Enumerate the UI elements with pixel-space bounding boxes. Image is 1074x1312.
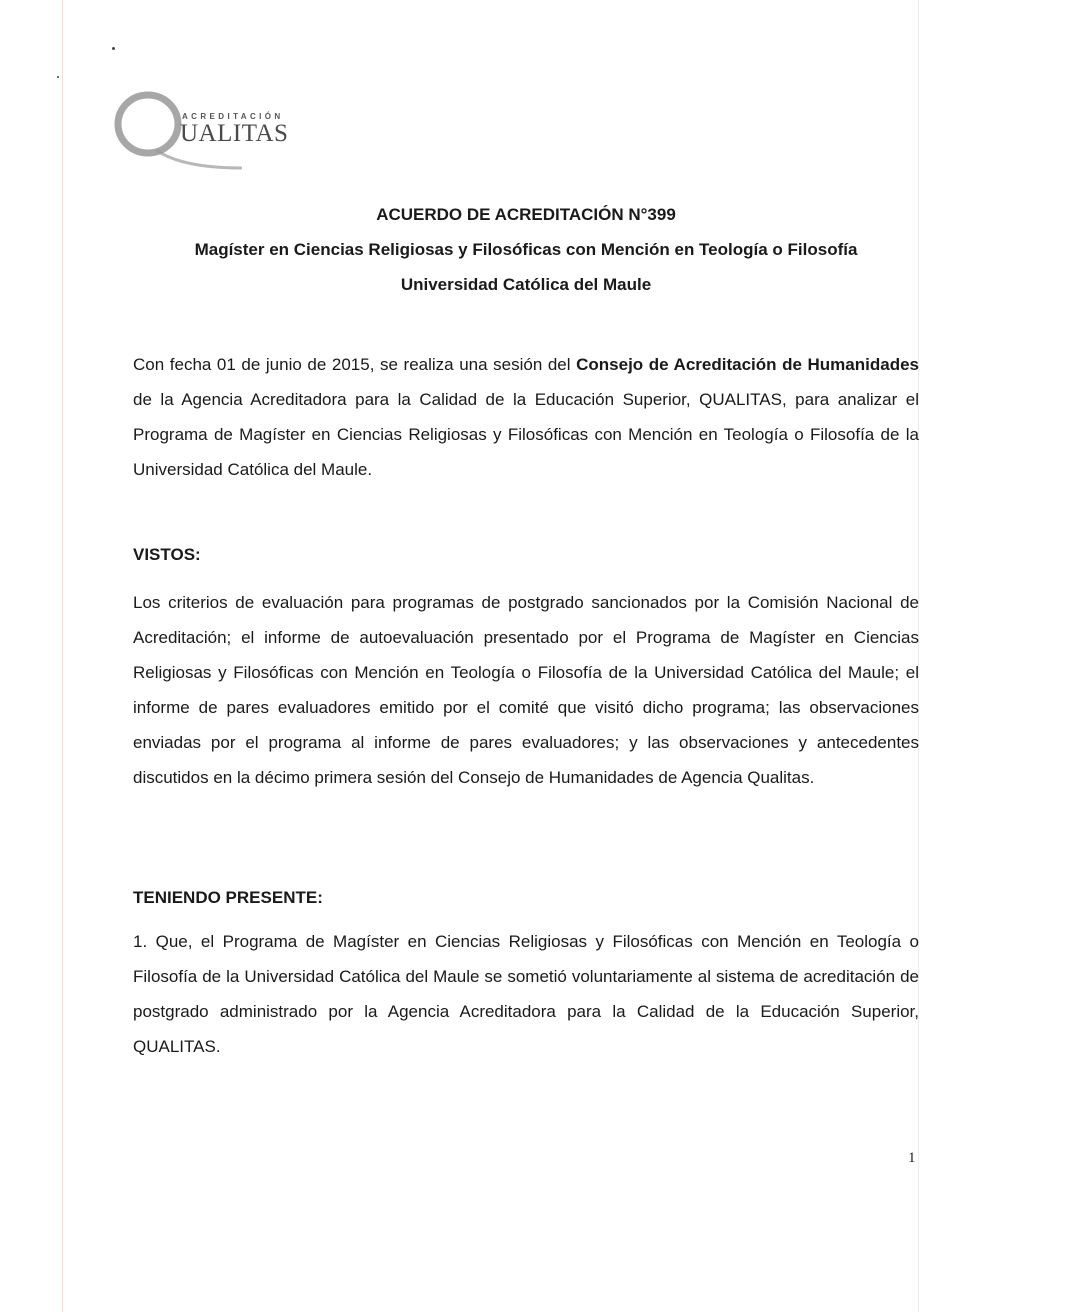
scan-speck [57,76,59,78]
council-name: Consejo de Acreditación de Humanidades [576,355,919,374]
section-heading-teniendo: TENIENDO PRESENTE: [133,888,323,907]
section-heading-vistos: VISTOS: [133,545,201,564]
scan-edge-line [62,0,63,1312]
program-title: Magíster en Ciencias Religiosas y Filosóficas con Mención en Teología o Filosofía [194,240,858,259]
document-header [133,197,919,302]
logo-subtitle: ACREDITACIÓN [182,112,284,121]
list-item: 1. Que, el Programa de Magíster en Ciencias Religiosas y Filosóficas con Mención en Teología o Filosofía de la Universidad Católica del Maule se sometió voluntariamente al sistema de acreditación de postgrado administrado por la Agencia Acreditadora para la Calidad de la Educación Superior, QUALITAS. [133,932,919,1056]
intro-text: de la Agencia Acreditadora para la Calidad de la Educación Superior, QUALITAS, para analizar el Programa de Magíster en Ciencias Religiosas y Filosóficas con Mención en Teología o Filosofía de la Universidad Católica del Maule. [133,390,919,479]
page-number: 1 [908,1150,916,1166]
intro-text: Con fecha 01 de junio de 2015, se realiza una sesión del [133,355,577,374]
qualitas-logo [112,86,312,176]
logo-name: UALITAS [180,120,289,147]
vistos-paragraph: Los criterios de evaluación para programas de postgrado sancionados por la Comisión Nacional de Acreditación; el informe de autoevaluación presentado por el Programa de Magíster en Ciencias Religiosas y Filosóficas con Mención en Teología o Filosofía de la Universidad Católica del Maule; el informe de pares evaluadores emitido por el comité que visitó dicho programa; las observaciones enviadas por el programa al informe de pares evaluadores; y las observaciones y antecedentes discutidos en la décimo primera sesión del Consejo de Humanidades de Agencia Qualitas. [133,593,919,787]
university-name: Universidad Católica del Maule [400,275,652,294]
scan-speck [112,47,115,50]
intro-paragraph [133,347,919,487]
document-title: ACUERDO DE ACREDITACIÓN N°399 [376,205,676,224]
